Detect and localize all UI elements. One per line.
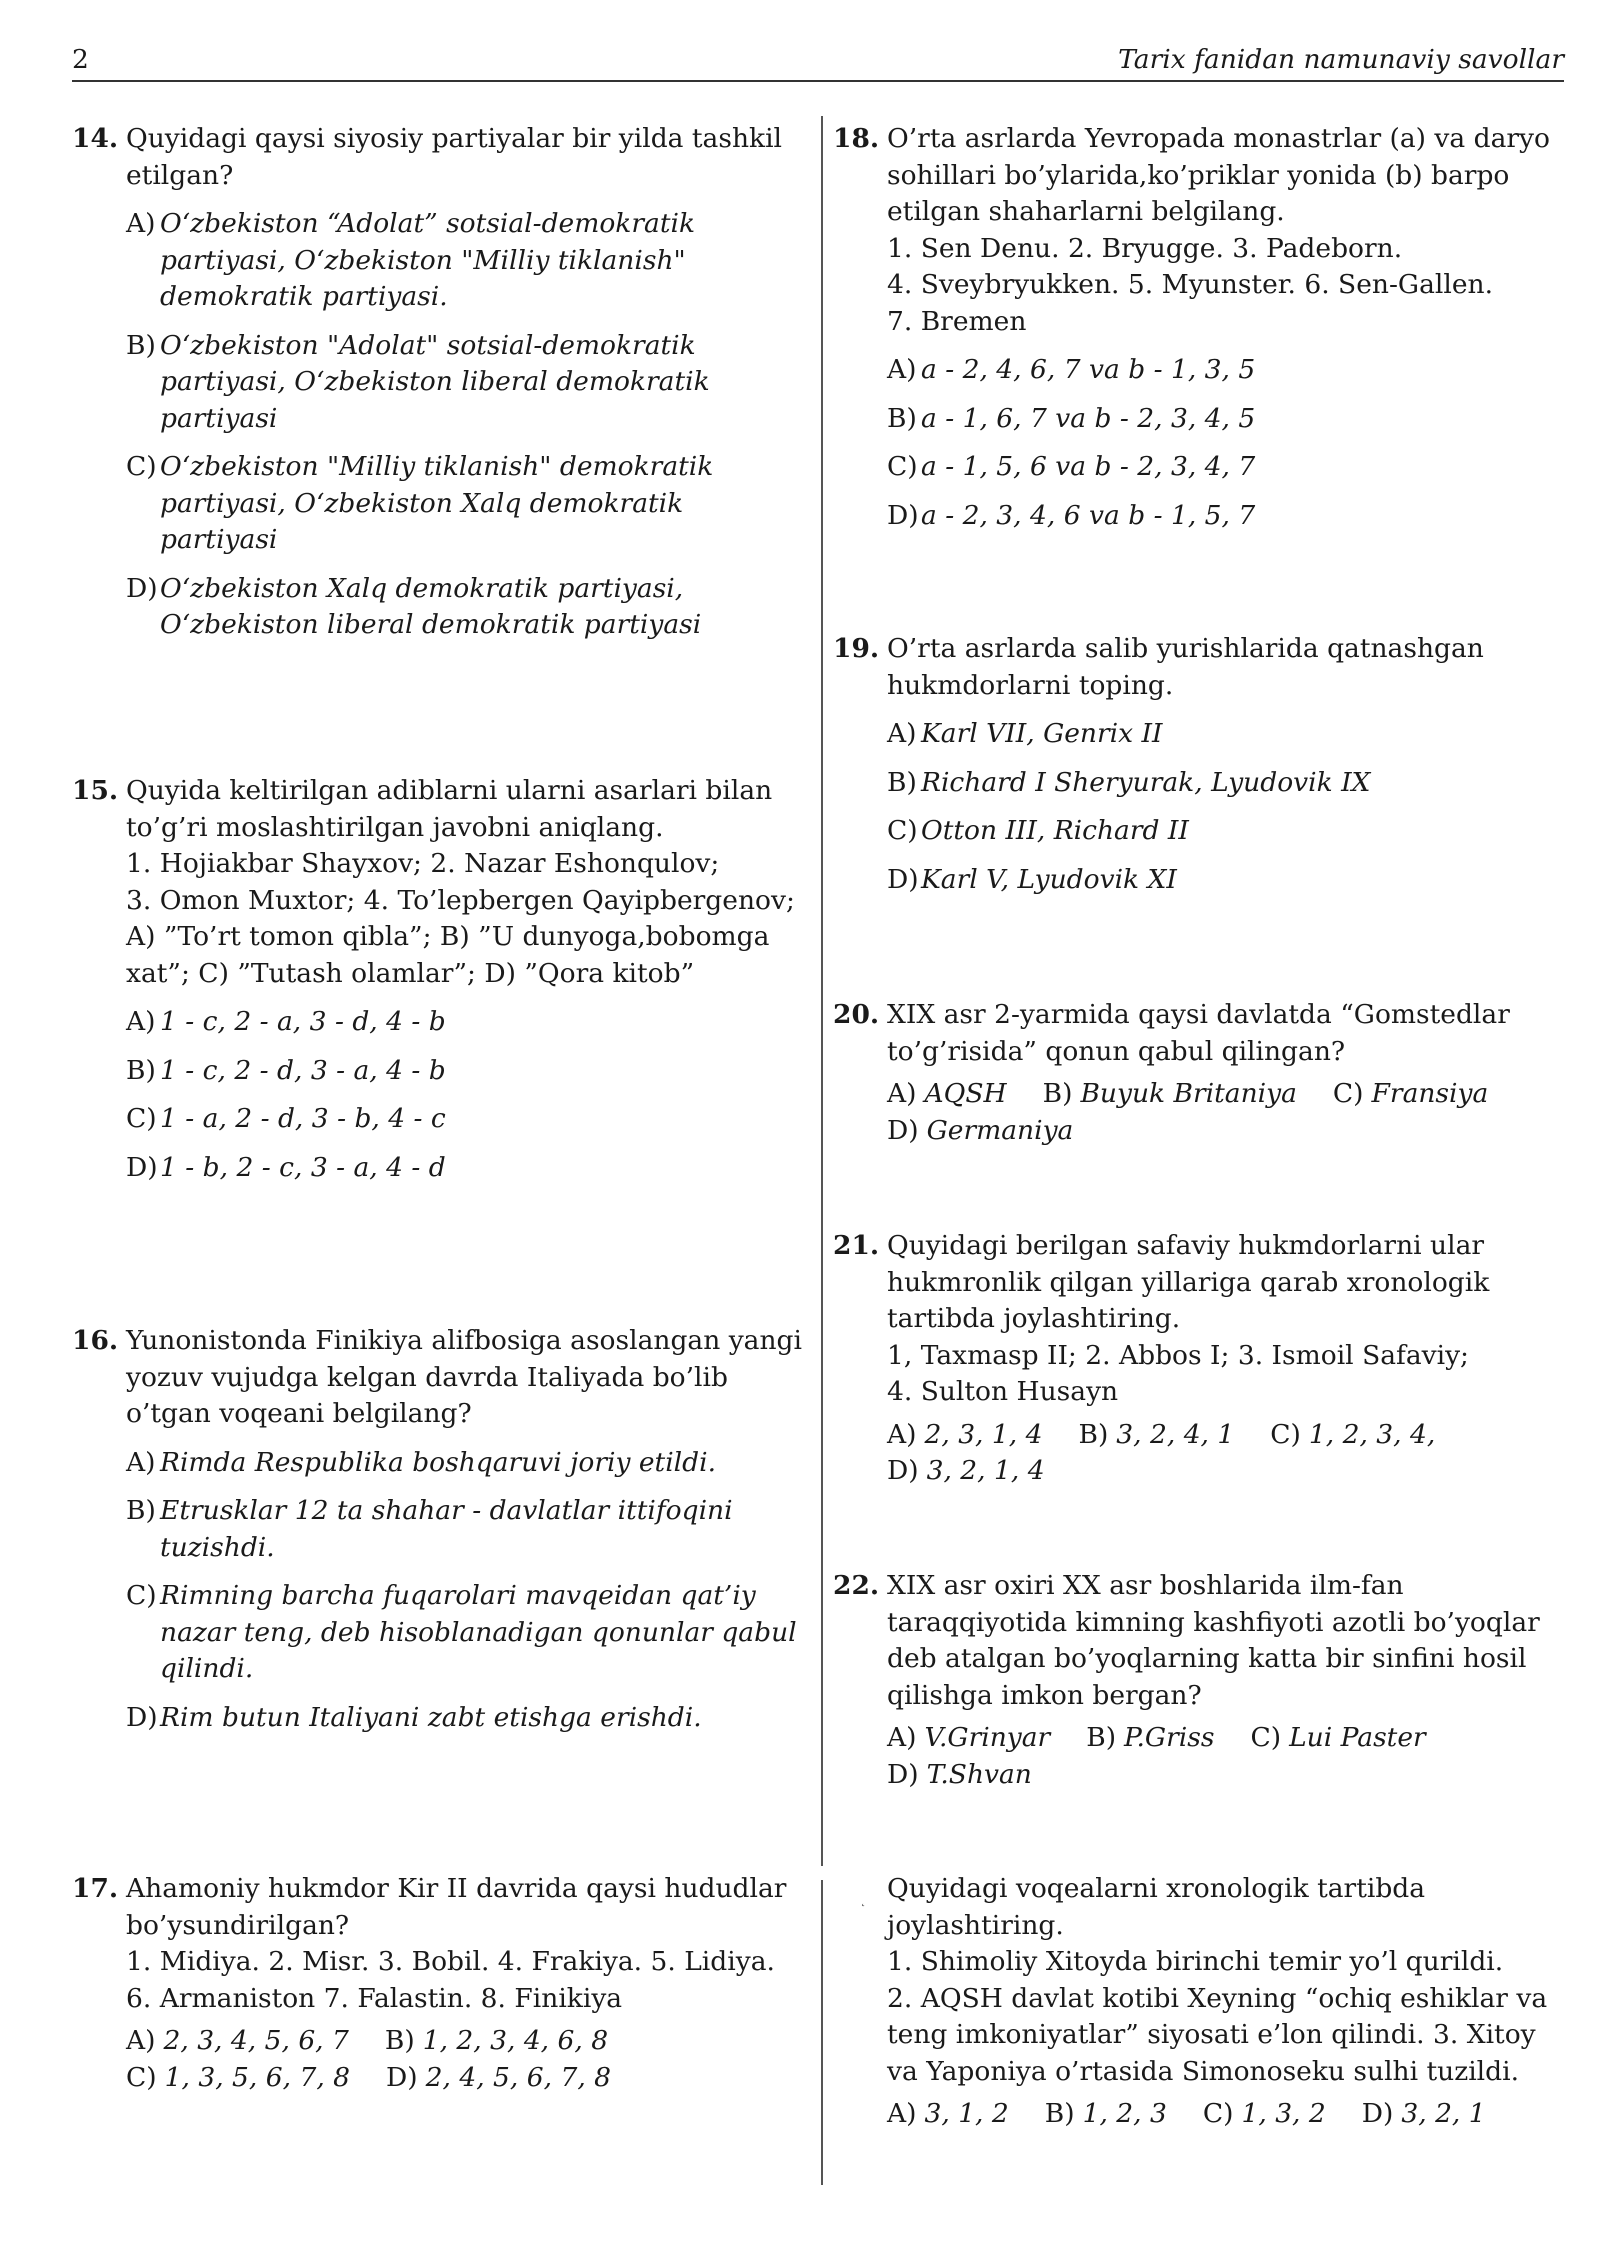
header-rule	[72, 80, 1564, 82]
option-label: D)	[126, 1701, 158, 1733]
answer-options	[887, 716, 1553, 898]
option-text: 1, 3, 2	[1241, 2098, 1326, 2129]
answer-option	[887, 401, 1553, 438]
answer-options	[887, 1417, 1553, 1490]
question-18	[833, 121, 1553, 546]
option-text-line: O‘zbekiston Xalq demokratik partiyasi,	[160, 572, 684, 604]
option-label: B)	[126, 1054, 156, 1086]
option-label: C)	[126, 2061, 157, 2093]
option-text-line: partiyasi	[160, 524, 278, 555]
option-label: B)	[126, 1495, 156, 1526]
option-text: 1, 2, 3	[1082, 2098, 1167, 2129]
option-label: C)	[1270, 1418, 1301, 1450]
question-text-line: etilgan?	[126, 159, 234, 191]
question-text-line: to’g’ri moslashtirilgan javobni aniqlang.	[126, 811, 664, 843]
answer-option	[887, 1115, 1073, 1146]
option-label: B)	[1078, 1418, 1109, 1450]
option-text: 2, 3, 1, 4	[924, 1418, 1043, 1450]
option-label: D)	[126, 572, 158, 604]
option-text: 3, 2, 1, 4	[926, 1455, 1045, 1486]
option-text: 1, 3, 5, 6, 7, 8	[164, 2061, 351, 2093]
option-text-line: O‘zbekiston liberal demokratik partiyasi	[160, 609, 702, 640]
question-text-line: XIX asr oxiri XX asr boshlarida ilm-fan	[887, 1570, 1404, 1601]
answer-option	[126, 571, 792, 644]
option-text-line: a - 2, 3, 4, 6 va b - 1, 5, 7	[921, 499, 1256, 531]
question-text-line: A) ”To’rt tomon qibla”; B) ”U dunyoga,bobomga	[126, 921, 770, 952]
answer-option	[386, 2062, 611, 2093]
question-text-line: bo’ysundirilgan?	[126, 1909, 350, 1941]
question-number: 20.	[833, 999, 880, 1030]
answer-option-row	[887, 1417, 1553, 1454]
option-label: A)	[126, 1006, 156, 1037]
answer-option	[887, 1722, 1050, 1753]
option-label: B)	[887, 766, 917, 798]
option-text-line: partiyasi, O‘zbekiston "Milliy tiklanish"	[160, 244, 686, 276]
answer-option	[887, 1759, 1032, 1790]
question-text	[126, 121, 792, 194]
answer-options	[126, 1445, 797, 1737]
question-text-line: 4. Sulton Husayn	[887, 1376, 1119, 1407]
question-text	[887, 121, 1553, 340]
option-text-line: qilindi.	[160, 1653, 254, 1684]
option-text-line: O‘zbekiston “Adolat” sotsial-demokratik	[160, 208, 696, 239]
question-text-line: teng imkoniyatlar” siyosati e’lon qilindi. 3. Xitoy	[887, 2019, 1536, 2050]
option-text	[921, 813, 1553, 850]
question-number: 15.	[72, 775, 119, 806]
question-text-line: va Yaponiya o’rtasida Simonoseku sulhi tuzildi.	[887, 2055, 1520, 2087]
question-number: 18.	[833, 123, 880, 154]
option-text-line: 1 - a, 2 - d, 3 - b, 4 - c	[160, 1103, 446, 1134]
answer-option	[126, 2062, 350, 2093]
option-text: 3, 2, 1	[1401, 2098, 1486, 2129]
option-text-line: a - 1, 5, 6 va b - 2, 3, 4, 7	[921, 451, 1256, 482]
option-label: D)	[887, 1455, 919, 1486]
option-label: D)	[887, 1114, 919, 1146]
answer-option	[126, 1578, 797, 1688]
option-text-line: partiyasi, O‘zbekiston Xalq demokratik	[160, 487, 684, 519]
option-label: C)	[887, 815, 918, 846]
answer-option	[887, 1078, 1007, 1109]
answer-option	[126, 1150, 792, 1187]
option-label: B)	[1044, 2098, 1075, 2129]
option-text-line: nazar teng, deb hisoblanadigan qonunlar qabul	[160, 1616, 797, 1648]
option-text	[160, 1004, 792, 1041]
option-text-line: demokratik partiyasi.	[160, 281, 448, 312]
option-text	[160, 206, 792, 316]
page-header	[72, 42, 1564, 82]
option-text: 3, 2, 4, 1	[1116, 1418, 1235, 1450]
option-text-line: 1 - c, 2 - a, 3 - d, 4 - b	[160, 1006, 446, 1037]
option-label: D)	[126, 1151, 158, 1183]
option-text	[160, 1578, 797, 1688]
option-label: D)	[1361, 2098, 1394, 2129]
option-label: D)	[887, 863, 919, 895]
question-15	[72, 773, 795, 1198]
answer-option	[126, 2025, 349, 2056]
question-text	[126, 773, 795, 992]
question-text-line: O’rta asrlarda Yevropada monastrlar (a) va daryo	[887, 123, 1550, 154]
question-text	[887, 1871, 1553, 2090]
option-text: 2, 4, 5, 6, 7, 8	[425, 2061, 612, 2093]
option-text-line: O‘zbekiston "Adolat" sotsial-demokratik	[160, 329, 696, 361]
answer-option	[385, 2025, 608, 2056]
answer-option	[126, 1493, 792, 1566]
option-text	[160, 1053, 792, 1090]
answer-option	[1250, 1722, 1425, 1753]
answer-option	[887, 449, 1553, 486]
option-text	[160, 1150, 792, 1187]
option-text	[160, 1493, 792, 1566]
option-text	[921, 449, 1553, 486]
answer-options	[887, 1076, 1553, 1149]
option-text-line: 1 - c, 2 - d, 3 - a, 4 - b	[160, 1054, 446, 1086]
option-label: A)	[126, 208, 156, 239]
answer-option	[126, 1101, 792, 1138]
question-text-line: Quyidagi berilgan safaviy hukmdorlarni ular	[887, 1230, 1485, 1261]
question-text-line: XIX asr 2-yarmida qaysi davlatda “Gomstedlar	[887, 999, 1510, 1030]
answer-option-row	[887, 1076, 1553, 1113]
question-text-line: qilishga imkon bergan?	[887, 1679, 1202, 1711]
question-text-line: yozuv vujudga kelgan davrda Italiyada bo’lib	[126, 1361, 728, 1393]
option-label: B)	[1086, 1722, 1117, 1753]
option-text-line: Karl VII, Genrix II	[921, 718, 1163, 749]
question-text-line: 2. AQSH davlat kotibi Xeyning “ochiq eshiklar va	[887, 1982, 1548, 2014]
question-21	[833, 1228, 1553, 1490]
option-label: A)	[887, 1078, 917, 1109]
answer-option	[887, 2098, 1009, 2129]
answer-option	[887, 1455, 1045, 1486]
option-label: A)	[887, 354, 917, 385]
answer-option	[1333, 1078, 1488, 1109]
option-label: B)	[384, 2025, 415, 2056]
option-label: A)	[126, 1446, 156, 1478]
question-number: 16.	[72, 1325, 119, 1356]
option-text: Fransiya	[1371, 1078, 1489, 1109]
question-text-line: etilgan shaharlarni belgilang.	[887, 196, 1285, 227]
option-label: A)	[887, 2098, 917, 2129]
answer-option	[1078, 1419, 1234, 1450]
question-text-line: tartibda joylashtiring.	[887, 1303, 1181, 1334]
question-text-line: 3. Omon Muxtor; 4. To’lepbergen Qayipbergenov;	[126, 884, 795, 916]
answer-option-row	[126, 2023, 792, 2060]
option-label: A)	[887, 1722, 917, 1753]
option-text-line: tuzishdi.	[160, 1531, 275, 1563]
column-divider-top	[821, 116, 823, 1866]
question-text-line: 6. Armaniston 7. Falastin. 8. Finikiya	[126, 1982, 623, 2014]
option-text	[921, 765, 1553, 802]
option-text	[160, 1700, 792, 1737]
running-title: Tarix fanidan namunaviy savollar	[1118, 44, 1564, 75]
option-text-line: Rim butun Italiyani zabt etishga erishdi.	[160, 1701, 702, 1733]
question-text-line: Ahamoniy hukmdor Kir II davrida qaysi hududlar	[126, 1873, 787, 1904]
question-text-line: Yunonistonda Finikiya alifbosiga asoslangan yangi	[126, 1325, 802, 1356]
option-text-line: Karl V, Lyudovik XI	[921, 863, 1177, 895]
answer-option	[887, 352, 1553, 389]
question-22	[833, 1568, 1553, 1793]
question-text-line: xat”; C) ”Tutash olamlar”; D) ”Qora kitob”	[126, 957, 695, 989]
question-text-line: Quyidagi voqealarni xronologik tartibda	[887, 1873, 1426, 1904]
question-text	[887, 1568, 1553, 1714]
option-text: 1, 2, 3, 4,	[1308, 1418, 1436, 1450]
question-text-line: 1. Sen Denu. 2. Bryugge. 3. Padeborn.	[887, 232, 1403, 264]
option-text-line: a - 2, 4, 6, 7 va b - 1, 3, 5	[921, 354, 1256, 385]
answer-options	[887, 2096, 1553, 2133]
option-text	[921, 716, 1553, 753]
question-text-line: Quyida keltirilgan adiblarni ularni asarlari bilan	[126, 775, 773, 806]
option-text: 2, 3, 4, 5, 6, 7	[163, 2025, 349, 2056]
option-text: 3, 1, 2	[924, 2098, 1009, 2129]
question-text-line: Quyidagi qaysi siyosiy partiyalar bir yilda tashkil	[126, 123, 783, 154]
option-text-line: Rimning barcha fuqarolari mavqeidan qat’iy	[160, 1580, 756, 1611]
question-text-line: joylashtiring.	[887, 1909, 1064, 1941]
option-text: T.Shvan	[926, 1758, 1032, 1790]
option-label: D)	[887, 499, 919, 531]
answer-option	[1086, 1722, 1214, 1753]
question-text	[887, 631, 1553, 704]
option-text-line: Rimda Respublika boshqaruvi joriy etildi.	[160, 1446, 717, 1478]
option-text-line: 1 - b, 2 - c, 3 - a, 4 - d	[160, 1151, 446, 1183]
option-text-line: Otton III, Richard II	[921, 815, 1189, 846]
question-20	[833, 997, 1553, 1149]
column-divider-bottom	[821, 1880, 823, 2185]
option-label: B)	[1042, 1078, 1073, 1109]
answer-option	[887, 1419, 1042, 1450]
answer-option	[887, 716, 1553, 753]
answer-option	[126, 449, 792, 559]
question-text-line: hukmronlik qilgan yillariga qarab xronologik	[887, 1266, 1490, 1298]
question-text-line: hukmdorlarni toping.	[887, 669, 1174, 701]
option-text-line: partiyasi	[160, 402, 278, 434]
question-text-line: 1. Hojiakbar Shayxov; 2. Nazar Eshonqulov;	[126, 848, 720, 879]
option-text: V.Grinyar	[924, 1722, 1051, 1753]
option-label: D)	[386, 2061, 418, 2093]
answer-option-row	[887, 2096, 1553, 2133]
answer-options	[126, 206, 792, 644]
answer-option	[1045, 2098, 1167, 2129]
option-text	[921, 498, 1553, 535]
question-17	[72, 1871, 792, 2096]
question-number: 22.	[833, 1570, 880, 1601]
option-text: Germaniya	[926, 1114, 1074, 1146]
question-text-line: O’rta asrlarda salib yurishlarida qatnashgan	[887, 633, 1484, 664]
question-text-line: o’tgan voqeani belgilang?	[126, 1398, 472, 1429]
option-text-line: partiyasi, O‘zbekiston liberal demokratik	[160, 366, 710, 397]
answer-option-row	[887, 1453, 1553, 1490]
option-text: AQSH	[924, 1078, 1007, 1109]
option-text: 1, 2, 3, 4, 6, 8	[422, 2025, 609, 2056]
option-label: C)	[126, 451, 157, 482]
option-label: C)	[1250, 1722, 1282, 1753]
answer-option	[126, 1700, 792, 1737]
option-text	[160, 449, 792, 559]
answer-option	[887, 498, 1553, 535]
option-label: A)	[126, 2025, 156, 2056]
question-text-line: 4. Sveybryukken. 5. Myunster. 6. Sen-Gallen.	[887, 269, 1494, 300]
answer-options	[126, 2023, 792, 2096]
answer-option-row	[887, 1113, 1553, 1150]
option-text-line: Etrusklar 12 ta shahar - davlatlar ittifoqini	[160, 1495, 733, 1526]
answer-option	[887, 813, 1553, 850]
question-number: 17.	[72, 1873, 119, 1904]
question-number: 19.	[833, 633, 880, 664]
question-text-line: 1. Midiya. 2. Misr. 3. Bobil. 4. Frakiya. 5. Lidiya.	[126, 1946, 775, 1977]
question-text	[126, 1323, 802, 1433]
question-text-line: to’g’risida” qonun qabul qilingan?	[887, 1035, 1346, 1067]
answer-option-row	[887, 1757, 1553, 1794]
question-text	[887, 997, 1553, 1070]
answer-option	[1362, 2098, 1486, 2129]
question-text-line: sohillari bo’ylarida,ko’priklar yonida (b) barpo	[887, 159, 1510, 191]
answer-option	[887, 765, 1553, 802]
answer-option	[126, 206, 792, 316]
question-16	[72, 1323, 802, 1748]
question-23	[833, 1871, 1553, 2133]
option-label: C)	[887, 451, 918, 482]
answer-option	[126, 328, 792, 438]
option-text-line: a - 1, 6, 7 va b - 2, 3, 4, 5	[921, 402, 1256, 434]
answer-option	[1043, 1078, 1297, 1109]
option-label: C)	[126, 1580, 157, 1611]
option-text	[160, 571, 792, 644]
question-text-line: 7. Bremen	[887, 305, 1027, 337]
option-text	[160, 328, 792, 438]
option-text	[921, 862, 1553, 899]
page-number: 2	[72, 44, 89, 75]
answer-option	[126, 1445, 792, 1482]
answer-option	[887, 862, 1553, 899]
question-text-line: taraqqiyotida kimning kashfiyoti azotli bo’yoqlar	[887, 1606, 1540, 1638]
option-label: B)	[887, 402, 917, 434]
option-text	[921, 352, 1553, 389]
answer-option	[126, 1053, 792, 1090]
answer-option	[1203, 2098, 1326, 2129]
answer-options	[126, 1004, 792, 1186]
answer-options	[887, 352, 1553, 534]
question-text	[887, 1228, 1553, 1411]
option-label: B)	[126, 329, 156, 361]
option-label: A)	[887, 1418, 917, 1450]
answer-option	[1270, 1419, 1435, 1450]
option-text-line: O‘zbekiston "Milliy tiklanish" demokratik	[160, 451, 714, 482]
question-number: 14.	[72, 123, 119, 154]
option-label: A)	[887, 718, 917, 749]
option-text	[921, 401, 1553, 438]
option-text-line: Richard I Sheryurak, Lyudovik IX	[921, 766, 1371, 798]
option-label: C)	[1202, 2098, 1234, 2129]
option-text: P.Griss	[1124, 1722, 1215, 1753]
option-label: D)	[887, 1758, 919, 1790]
answer-option	[126, 1004, 792, 1041]
option-label: C)	[1332, 1078, 1364, 1109]
option-text	[160, 1445, 792, 1482]
option-text: Lui Paster	[1289, 1722, 1426, 1753]
option-text: Buyuk Britaniya	[1080, 1078, 1297, 1109]
question-text	[126, 1871, 792, 2017]
answer-option-row	[887, 1720, 1553, 1757]
answer-option-row	[126, 2060, 792, 2097]
option-text	[160, 1101, 792, 1138]
question-text-line: 1. Shimoliy Xitoyda birinchi temir yo’l qurildi.	[887, 1946, 1504, 1977]
question-number: 21.	[833, 1230, 880, 1261]
answer-options	[887, 1720, 1553, 1793]
question-text-line: 1, Taxmasp II; 2. Abbos I; 3. Ismoil Safaviy;	[887, 1339, 1469, 1371]
stray-mark: ˛	[860, 1893, 866, 1907]
question-14	[72, 121, 792, 656]
question-19	[833, 631, 1553, 910]
option-label: C)	[126, 1103, 157, 1134]
question-text-line: deb atalgan bo’yoqlarning katta bir sinfini hosil	[887, 1643, 1527, 1674]
